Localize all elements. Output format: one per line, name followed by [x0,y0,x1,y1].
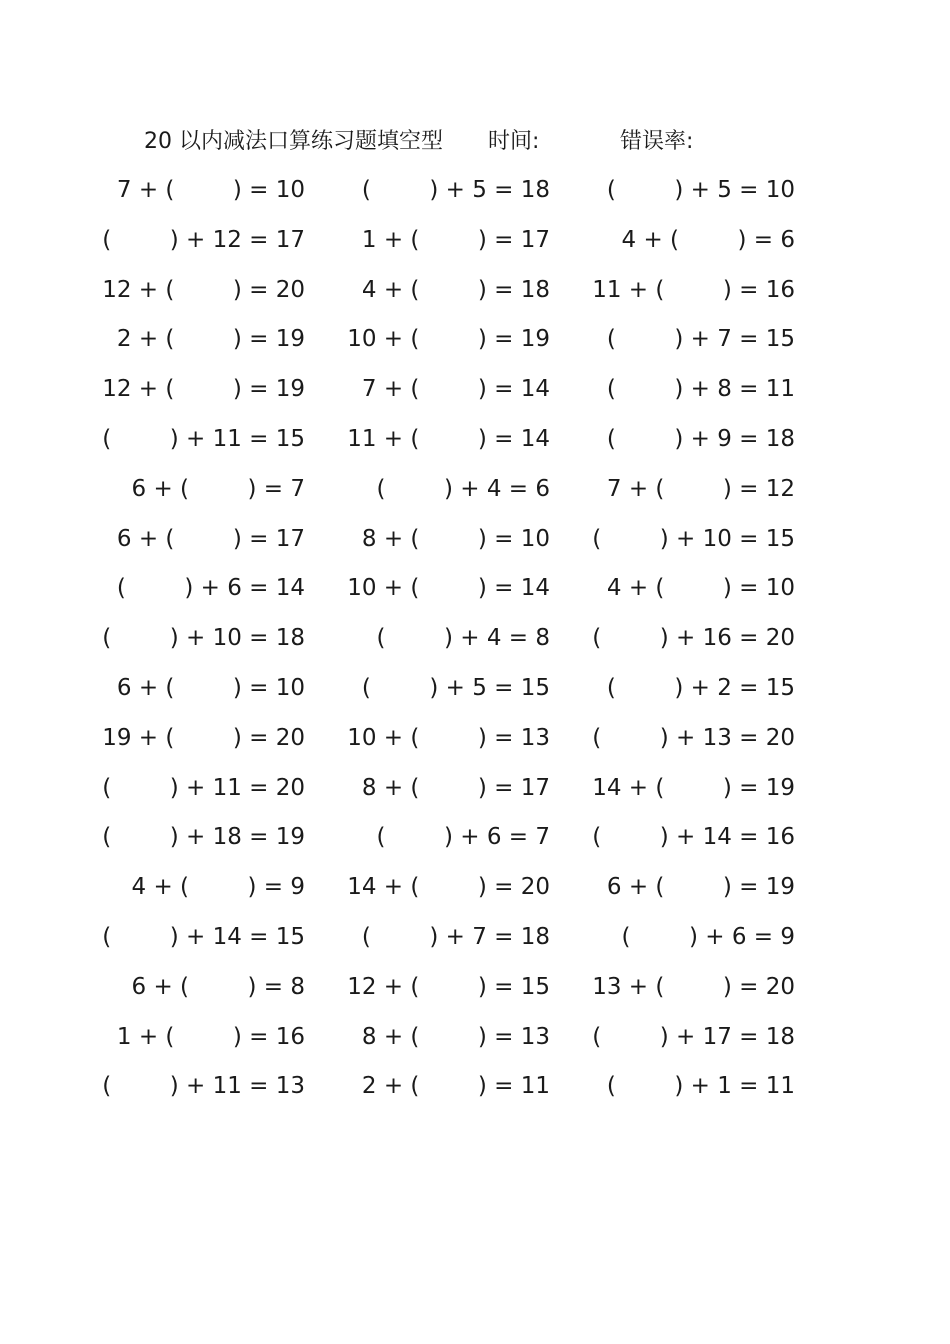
math-problem: ( ) + 11 = 13 [102,1073,305,1100]
error-rate-label: 错误率: [620,129,694,154]
problem-row [0,1013,950,1063]
math-problem: ( ) + 5 = 18 [361,177,550,203]
math-problem: 7 + ( ) = 12 [606,475,795,502]
math-problem: ( ) + 9 = 18 [606,425,795,452]
math-problem: ( ) + 18 = 19 [102,824,305,851]
math-problem: 10 + ( ) = 19 [347,326,550,353]
math-problem: 8 + ( ) = 17 [361,774,550,801]
problem-row [0,465,950,515]
math-problem: ( ) + 13 = 20 [592,724,795,751]
math-problem: 6 + ( ) = 7 [131,475,305,502]
math-problem: 10 + ( ) = 13 [347,724,550,751]
math-problem: 11 + ( ) = 14 [347,425,550,452]
problem-row [0,1062,950,1112]
math-problem: ( ) + 14 = 15 [102,923,305,950]
math-problem: ( ) + 11 = 20 [102,774,305,801]
math-problem: 2 + ( ) = 11 [361,1073,550,1100]
problem-row [0,564,950,614]
math-problem: 11 + ( ) = 16 [592,276,795,303]
problem-row [0,813,950,863]
problem-grid [0,166,950,1112]
problem-row [0,166,950,216]
math-problem: ( ) + 6 = 9 [621,923,795,950]
math-problem: 2 + ( ) = 19 [116,326,305,353]
math-problem: ( ) + 5 = 15 [361,674,550,701]
math-problem: 8 + ( ) = 13 [361,1023,550,1050]
math-problem: 4 + ( ) = 6 [621,226,795,253]
math-problem: 14 + ( ) = 20 [347,874,550,901]
problem-row [0,216,950,266]
math-problem: ( ) + 5 = 10 [606,177,795,203]
problem-row [0,963,950,1013]
worksheet-title: 20 以内减法口算练习题填空型 [144,129,443,154]
problem-row [0,764,950,814]
math-problem: 6 + ( ) = 10 [116,674,305,701]
math-problem: ( ) + 14 = 16 [592,824,795,851]
math-problem: 6 + ( ) = 19 [606,874,795,901]
math-problem: ( ) + 11 = 15 [102,425,305,452]
math-problem: ( ) + 7 = 18 [361,923,550,950]
math-problem: 10 + ( ) = 14 [347,575,550,602]
math-problem: ( ) + 4 = 6 [376,475,550,502]
math-problem: 4 + ( ) = 10 [606,575,795,602]
math-problem: 14 + ( ) = 19 [592,774,795,801]
problem-row [0,315,950,365]
problem-row [0,415,950,465]
math-problem: 13 + ( ) = 20 [592,973,795,1000]
problem-row [0,266,950,316]
math-problem: ( ) + 12 = 17 [102,226,305,253]
time-label: 时间: [488,129,540,154]
problem-row [0,913,950,963]
math-problem: ( ) + 8 = 11 [606,376,795,403]
math-problem: 4 + ( ) = 18 [361,276,550,303]
math-problem: 6 + ( ) = 17 [116,525,305,552]
problem-row [0,863,950,913]
problem-row [0,614,950,664]
problem-row [0,365,950,415]
math-problem: ( ) + 10 = 15 [592,525,795,552]
math-problem: 19 + ( ) = 20 [102,724,305,751]
math-problem: 6 + ( ) = 8 [131,973,305,1000]
math-problem: 1 + ( ) = 17 [361,226,550,253]
math-problem: ( ) + 4 = 8 [376,625,550,652]
problem-row [0,515,950,565]
math-problem: ( ) + 1 = 11 [606,1073,795,1100]
math-problem: 4 + ( ) = 9 [131,874,305,901]
math-problem: 8 + ( ) = 10 [361,525,550,552]
math-problem: ( ) + 17 = 18 [592,1023,795,1050]
math-problem: 1 + ( ) = 16 [116,1023,305,1050]
problem-row [0,714,950,764]
math-problem: 7 + ( ) = 14 [361,376,550,403]
math-problem: ( ) + 6 = 7 [376,824,550,851]
math-problem: 12 + ( ) = 19 [102,376,305,403]
math-problem: ( ) + 16 = 20 [592,625,795,652]
problem-row [0,664,950,714]
math-problem: ( ) + 7 = 15 [606,326,795,353]
math-problem: 12 + ( ) = 20 [102,276,305,303]
math-problem: 7 + ( ) = 10 [116,177,305,203]
math-problem: ( ) + 2 = 15 [606,674,795,701]
worksheet-header [144,124,764,160]
math-problem: ( ) + 6 = 14 [116,575,305,602]
math-problem: ( ) + 10 = 18 [102,625,305,652]
math-problem: 12 + ( ) = 15 [347,973,550,1000]
